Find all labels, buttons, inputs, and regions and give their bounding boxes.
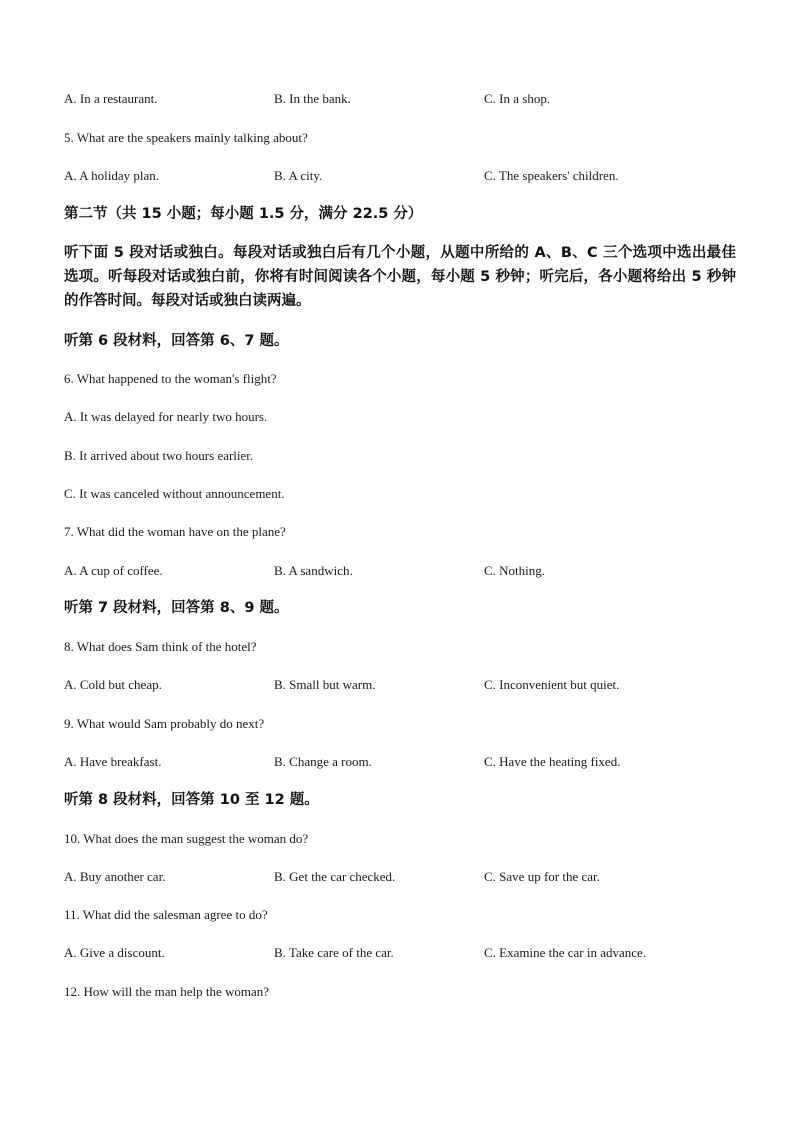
section2-instructions: 听下面 5 段对话或独白。每段对话或独白后有几个小题，从题中所给的 A、B、C 三个选项中选出最佳选项。听每段对话或独白前，你将有时间阅读各个小题，每小题 5 秒钟；听完后，各小题将给出 5 秒钟的作答时间。每段对话或独白读两遍。 <box>64 245 736 309</box>
passage7-title: 听第 7 段材料，回答第 8、9 题。 <box>64 600 289 616</box>
q7-options <box>64 562 744 580</box>
q8-options <box>64 676 744 694</box>
passage6-title: 听第 6 段材料，回答第 6、7 题。 <box>64 333 289 349</box>
q11-option-a: A. Give a discount. <box>64 945 165 960</box>
q7-option-c: C. Nothing. <box>484 563 546 578</box>
q9-option-a: A. Have breakfast. <box>64 754 162 769</box>
q10-option-c: C. Save up for the car. <box>484 869 600 884</box>
q11-question: 11. What did the salesman agree to do? <box>64 907 268 922</box>
q4-option-a: A. In a restaurant. <box>64 91 158 106</box>
q6-option-a: A. It was delayed for nearly two hours. <box>64 409 268 424</box>
q7-option-b: B. A sandwich. <box>274 563 353 578</box>
q9-options <box>64 753 744 771</box>
q4-option-c: C. In a shop. <box>484 91 551 106</box>
q4-options <box>64 90 744 108</box>
q11-options <box>64 944 744 962</box>
q9-option-c: C. Have the heating fixed. <box>484 754 621 769</box>
q12-question: 12. How will the man help the woman? <box>64 984 270 999</box>
q11-option-c: C. Examine the car in advance. <box>484 945 647 960</box>
q6-option-b: B. It arrived about two hours earlier. <box>64 448 254 463</box>
passage8-title: 听第 8 段材料，回答第 10 至 12 题。 <box>64 792 319 808</box>
q8-option-c: C. Inconvenient but quiet. <box>484 677 620 692</box>
q7-question: 7. What did the woman have on the plane? <box>64 524 286 539</box>
q5-question: 5. What are the speakers mainly talking about? <box>64 130 308 145</box>
q8-option-a: A. Cold but cheap. <box>64 677 162 692</box>
q10-option-a: A. Buy another car. <box>64 869 166 884</box>
q5-option-a: A. A holiday plan. <box>64 168 159 183</box>
q10-options <box>64 868 744 886</box>
q4-option-b: B. In the bank. <box>274 91 351 106</box>
q6-option-c: C. It was canceled without announcement. <box>64 486 285 501</box>
q5-option-b: B. A city. <box>274 168 323 183</box>
q8-question: 8. What does Sam think of the hotel? <box>64 639 257 654</box>
q9-option-b: B. Change a room. <box>274 754 372 769</box>
q11-option-b: B. Take care of the car. <box>274 945 394 960</box>
q5-options <box>64 167 744 185</box>
q8-option-b: B. Small but warm. <box>274 677 376 692</box>
q9-question: 9. What would Sam probably do next? <box>64 716 265 731</box>
q7-option-a: A. A cup of coffee. <box>64 563 163 578</box>
q10-option-b: B. Get the car checked. <box>274 869 396 884</box>
q6-question: 6. What happened to the woman's flight? <box>64 371 277 386</box>
q5-option-c: C. The speakers' children. <box>484 168 619 183</box>
q10-question: 10. What does the man suggest the woman do? <box>64 831 309 846</box>
section2-title: 第二节（共 15 小题；每小题 1.5 分，满分 22.5 分） <box>64 206 423 222</box>
